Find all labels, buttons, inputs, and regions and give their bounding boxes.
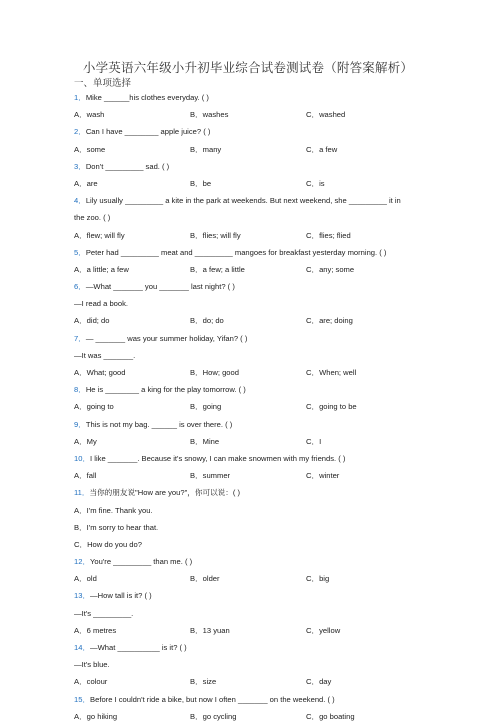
option-c[interactable]: C．When; well	[306, 368, 357, 377]
option-b[interactable]: B．washes	[190, 110, 229, 120]
question-item	[74, 278, 424, 330]
question-continuation: —I read a book.	[74, 299, 129, 309]
question-number: 14．	[74, 643, 91, 652]
options-row	[74, 433, 424, 450]
question-item	[74, 330, 424, 382]
options-row	[74, 106, 424, 123]
question-number: 15．	[74, 694, 91, 704]
question-item	[74, 553, 424, 587]
options-row	[74, 570, 424, 587]
question-item	[74, 484, 424, 553]
option-c[interactable]: C．a few	[306, 144, 338, 154]
question-number: 9．	[74, 419, 86, 429]
question-stem	[74, 416, 424, 433]
question-continuation: —It's blue.	[74, 660, 110, 670]
option-b[interactable]: B．size	[190, 677, 217, 687]
question-stem	[74, 89, 424, 106]
option-b[interactable]: B．many	[190, 144, 222, 154]
question-text: I like _______. Because it's snowy, I can make snowmen with my friends. ( )	[90, 453, 346, 463]
options-row	[74, 261, 424, 278]
question-text: Before I couldn't ride a bike, but now I often _______ on the weekend. ( )	[90, 694, 335, 704]
option-c[interactable]: C．are; doing	[306, 316, 353, 326]
question-number: 8．	[74, 385, 86, 395]
question-stem	[74, 587, 424, 604]
question-item	[74, 450, 424, 484]
option-a[interactable]: A．are	[74, 178, 98, 188]
options-row	[74, 398, 424, 415]
question-item	[74, 416, 424, 450]
question-text: Lily usually _________ a kite in the park at weekends. But next weekend, she _________ it in	[85, 196, 401, 206]
option-a[interactable]: A．My	[74, 436, 97, 446]
options-row	[74, 175, 424, 192]
option-b[interactable]: B．I'm sorry to hear that.	[74, 522, 159, 532]
page-title: 小学英语六年级小升初毕业综合试卷测试卷（附答案解析）	[82, 60, 414, 75]
question-number: 11．	[74, 488, 90, 498]
options-row	[74, 708, 424, 725]
question-text: Don't _________ sad. ( )	[85, 161, 170, 171]
option-a[interactable]: A．What; good	[74, 368, 126, 377]
option-a[interactable]: A．did; do	[74, 316, 110, 326]
question-number: 7．	[74, 333, 86, 343]
question-text: Peter had _________ meat and _________ mangoes for breakfast yesterday morning. ( )	[85, 247, 387, 257]
question-number: 4．	[74, 196, 86, 206]
options-row	[74, 673, 424, 690]
option-c[interactable]: C．washed	[306, 110, 346, 120]
question-number: 10．	[74, 453, 91, 463]
question-list	[74, 89, 424, 725]
option-c[interactable]: C．yellow	[306, 625, 341, 635]
option-b[interactable]: B．13 yuan	[190, 625, 230, 635]
question-stem	[74, 192, 424, 209]
question-item	[74, 123, 424, 157]
option-a[interactable]: A．a little; a few	[74, 264, 129, 274]
question-text: 当你的朋友说"How are you?"，你可以说：( )	[89, 488, 241, 498]
option-c[interactable]: C．big	[306, 574, 330, 584]
option-a[interactable]: A．old	[74, 574, 97, 584]
option-a[interactable]: A．fall	[74, 471, 97, 481]
question-text: This is not my bag. ______ is over there. ( )	[85, 419, 233, 429]
option-a[interactable]: A．wash	[74, 110, 105, 120]
question-item	[74, 244, 424, 278]
question-stem	[74, 450, 424, 467]
option-c[interactable]: C．How do you do?	[74, 539, 142, 549]
question-item	[74, 691, 424, 725]
options-row	[74, 141, 424, 158]
question-item	[74, 639, 424, 691]
option-b[interactable]: B．summer	[190, 471, 231, 481]
option-b[interactable]: B．go cycling	[190, 711, 237, 721]
question-number: 1．	[74, 93, 86, 102]
option-a[interactable]: A．some	[74, 144, 106, 154]
question-number: 2．	[74, 127, 86, 137]
question-number: 13．	[74, 591, 91, 601]
option-a[interactable]: A．I'm fine. Thank you.	[74, 505, 153, 515]
question-stem	[74, 123, 424, 140]
question-stem	[74, 330, 424, 347]
question-number: 5．	[74, 247, 86, 257]
option-b[interactable]: B．be	[190, 178, 212, 188]
question-stem	[74, 158, 424, 175]
options-row	[74, 467, 424, 484]
question-item	[74, 192, 424, 244]
options-row	[74, 364, 424, 381]
options-row	[74, 227, 424, 244]
question-item	[74, 381, 424, 415]
question-stem	[74, 244, 424, 261]
question-text: —What __________ is it? ( )	[90, 643, 187, 652]
options-row	[74, 312, 424, 329]
question-item	[74, 158, 424, 192]
question-item	[74, 587, 424, 639]
question-item	[74, 89, 424, 123]
options-row	[74, 622, 424, 639]
question-continuation: the zoo. ( )	[74, 213, 111, 223]
question-number: 12．	[74, 557, 91, 567]
question-text: — _______ was your summer holiday, Yifan? ( )	[85, 333, 248, 343]
question-text: —How tall is it? ( )	[90, 591, 152, 601]
question-text: He is ________ a king for the play tomorrow. ( )	[85, 385, 246, 395]
section-heading: 一、单项选择	[74, 78, 132, 89]
question-number: 6．	[74, 282, 86, 292]
option-b[interactable]: B．a few; a little	[190, 264, 245, 274]
option-c[interactable]: C．going to be	[306, 402, 357, 412]
question-stem	[74, 278, 424, 295]
option-c[interactable]: C．is	[306, 178, 325, 188]
option-c[interactable]: C．I	[306, 436, 322, 446]
option-b[interactable]: B．flies; will fly	[190, 230, 241, 240]
question-text: —What _______ you _______ last night? ( )	[85, 282, 235, 292]
question-continuation: —It was _______.	[74, 350, 136, 360]
option-c[interactable]: C．go boating	[306, 711, 355, 721]
option-a[interactable]: A．6 metres	[74, 625, 117, 635]
option-b[interactable]: B．do; do	[190, 316, 224, 326]
option-a[interactable]: A．going to	[74, 402, 114, 412]
question-stem	[74, 639, 424, 656]
question-stem	[74, 484, 424, 501]
question-continuation: —It's _________.	[74, 608, 134, 618]
option-c[interactable]: C．winter	[306, 471, 340, 481]
question-stem	[74, 691, 424, 708]
question-number: 3．	[74, 161, 86, 171]
option-c[interactable]: C．flies; flied	[306, 230, 351, 240]
question-text: Can I have ________ apple juice? ( )	[85, 127, 211, 137]
question-text: You're _________ than me. ( )	[90, 557, 193, 567]
option-a[interactable]: A．colour	[74, 677, 108, 687]
option-b[interactable]: B．older	[190, 574, 220, 584]
option-a[interactable]: A．flew; will fly	[74, 230, 125, 240]
question-stem	[74, 381, 424, 398]
question-text: Mike ______his clothes everyday. ( )	[85, 93, 209, 102]
option-c[interactable]: C．any; some	[306, 264, 355, 274]
option-a[interactable]: A．go hiking	[74, 711, 118, 721]
option-b[interactable]: B．going	[190, 402, 222, 412]
option-b[interactable]: B．How; good	[190, 368, 239, 377]
option-b[interactable]: B．Mine	[190, 436, 220, 446]
option-c[interactable]: C．day	[306, 677, 332, 687]
question-stem	[74, 553, 424, 570]
